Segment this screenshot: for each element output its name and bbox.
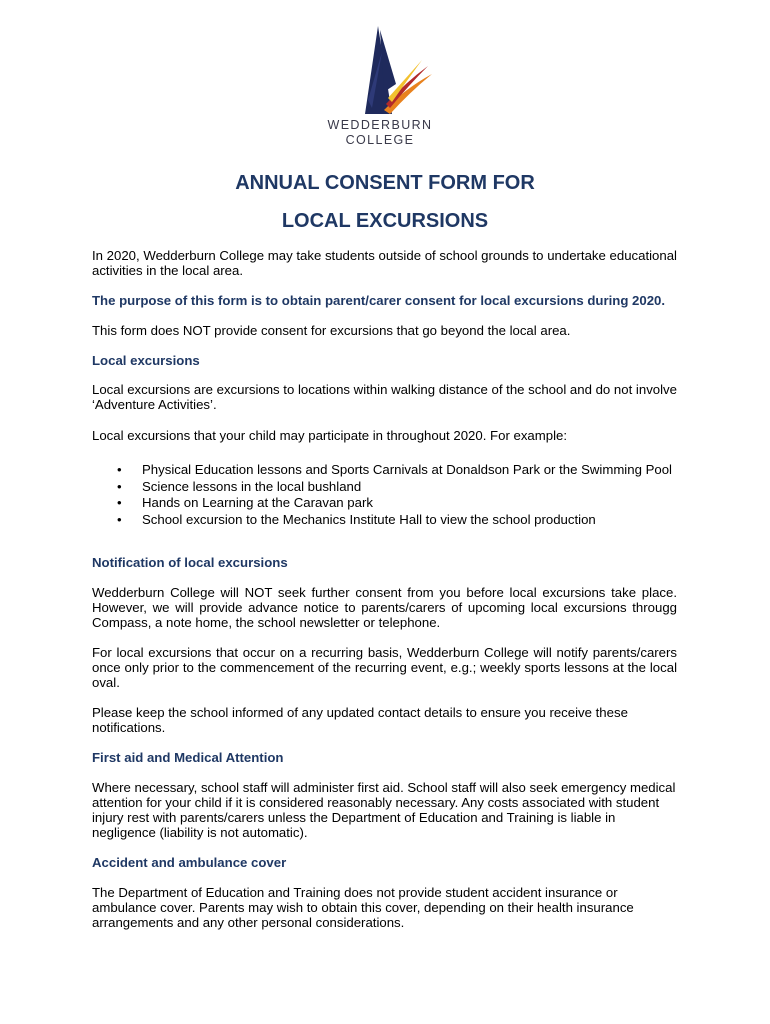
form-title-line1: ANNUAL CONSENT FORM FOR	[235, 172, 535, 194]
bullet-icon: •	[117, 495, 122, 510]
purpose-statement: The purpose of this form is to obtain parent/carer consent for local excursions during 2020.	[92, 293, 666, 308]
notification-paragraph-2: For local excursions that occur on a recurring basis, Wedderburn College will notify parents/carers once only prior to the commencement of the recurring event, e.g.; weekly sports lessons at the local oval.	[92, 645, 677, 690]
intro-paragraph: In 2020, Wedderburn College may take students outside of school grounds to undertake educational activities in the local area.	[92, 248, 677, 278]
list-item: • Physical Education lessons and Sports Carnivals at Donaldson Park or the Swimming Pool	[117, 462, 672, 477]
accident-cover-heading: Accident and ambulance cover	[92, 855, 287, 870]
notification-paragraph-1: Wedderburn College will NOT seek further consent from you before local excursions take place. However, we will provide advance notice to parents/carers of upcoming local excursions througg Compass, a note home, the school newsletter or telephone.	[92, 585, 677, 630]
college-logo	[310, 22, 450, 152]
logo-name-line1: WEDDERBURN	[327, 118, 433, 132]
list-item: • Hands on Learning at the Caravan park	[117, 495, 373, 510]
logo-name-line2: COLLEGE	[345, 133, 415, 147]
first-aid-heading: First aid and Medical Attention	[92, 750, 284, 765]
local-excursions-heading: Local excursions	[92, 353, 200, 368]
bullet-icon: •	[117, 462, 122, 477]
list-item: • Science lessons in the local bushland	[117, 478, 362, 494]
sail-emblem-icon	[310, 22, 450, 118]
scope-paragraph: This form does NOT provide consent for excursions that go beyond the local area.	[92, 323, 571, 338]
form-title-line2: LOCAL EXCURSIONS	[281, 210, 489, 232]
accident-cover-paragraph: The Department of Education and Training does not provide student accident insurance or ambulance cover. Parents may wish to obtain this cover, depending on their health insurance arrangements and any other personal considerations.	[92, 885, 634, 930]
local-excursions-examples-intro: Local excursions that your child may participate in throughout 2020. For example:	[92, 428, 568, 443]
list-item: • School excursion to the Mechanics Institute Hall to view the school production	[117, 511, 596, 527]
notification-paragraph-3: Please keep the school informed of any updated contact details to ensure you receive these notifications.	[92, 705, 628, 735]
excursion-examples-list	[92, 462, 677, 528]
local-excursions-definition: Local excursions are excursions to locations within walking distance of the school and do not involve ‘Adventure Activities’.	[92, 382, 677, 412]
bullet-icon: •	[117, 511, 122, 527]
notification-heading: Notification of local excursions	[92, 555, 288, 570]
bullet-icon: •	[117, 478, 122, 494]
first-aid-paragraph: Where necessary, school staff will administer first aid. School staff will also seek emergency medical attention for your child if it is considered reasonably necessary. Any costs associated with student injury rest with parents/carers unless the Department of Education and Training is liable in negligence (liability is not automatic).	[92, 780, 676, 840]
